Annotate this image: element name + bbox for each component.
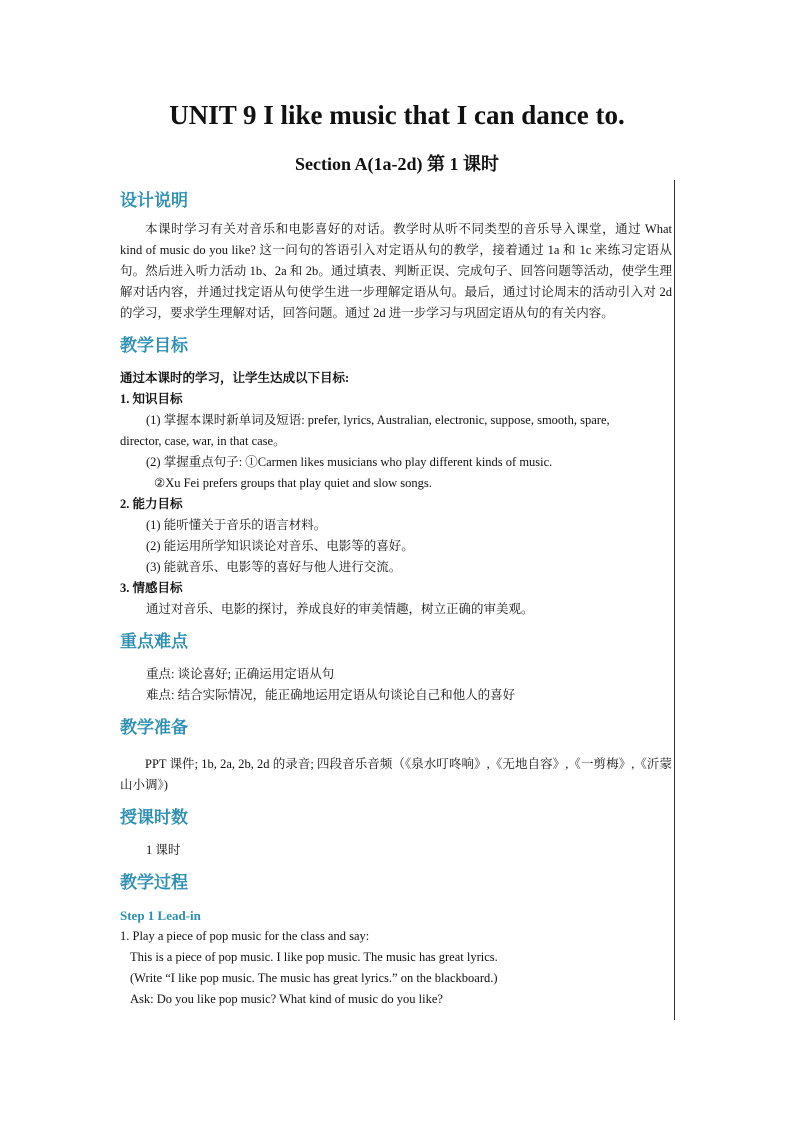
- ability-title: 2. 能力目标: [120, 497, 183, 511]
- ability-item-1: (1) 能听懂关于音乐的语言材料。: [146, 518, 327, 532]
- preparation-text: PPT 课件; 1b, 2a, 2b, 2d 的录音; 四段音乐音频（《泉水叮咚响》,《无地自容》,《一剪梅》,《沂蒙山小调》): [120, 757, 672, 792]
- process-line-3: (Write “I like pop music. The music has great lyrics.” on the blackboard.): [130, 971, 498, 985]
- ability-item-3: (3) 能就音乐、电影等的喜好与他人进行交流。: [146, 560, 402, 574]
- process-heading: 教学过程: [120, 873, 188, 893]
- emotion-title: 3. 情感目标: [120, 581, 183, 595]
- hours-heading: 授课时数: [120, 808, 188, 828]
- page-subtitle: Section A(1a-2d) 第 1 课时: [295, 154, 499, 174]
- knowledge-item-1-cont: director, case, war, in that case。: [120, 434, 286, 448]
- knowledge-item-1: (1) 掌握本课时新单词及短语: prefer, lyrics, Australian, electronic, suppose, smooth, spare,: [146, 413, 610, 427]
- design-text: 本课时学习有关对音乐和电影喜好的对话。教学时从听不同类型的音乐导入课堂，通过 What kind of music do you like? 这一问句的答语引入对定语从句的教学，接着通过 1a 和 1c 来练习定语从句。然后进入听力活动 1b、2a 和 2b。通过填表、判断正误、完成句子、回答问题等活动，使学生理解对话内容，并通过找定语从句使学生进一步理解定语从句。最后，通过讨论周末的活动引入对 2d 的学习，要求学生理解对话，回答问题。通过 2d 进一步学习与巩固定语从句的有关内容。: [120, 222, 672, 320]
- key-difficulty: 难点: 结合实际情况，能正确地运用定语从句谈论自己和他人的喜好: [146, 688, 516, 702]
- ability-item-2: (2) 能运用所学知识谈论对音乐、电影等的喜好。: [146, 539, 414, 553]
- key-focus: 重点: 谈论喜好; 正确运用定语从句: [146, 667, 335, 681]
- margin-rule: [674, 180, 675, 1020]
- knowledge-item-2b: ②Xu Fei prefers groups that play quiet and slow songs.: [154, 476, 432, 490]
- step-1-heading: Step 1 Lead-in: [120, 908, 201, 923]
- process-line-1: 1. Play a piece of pop music for the class and say:: [120, 929, 370, 943]
- process-line-2: This is a piece of pop music. I like pop music. The music has great lyrics.: [130, 950, 498, 964]
- hours-text: 1 课时: [146, 843, 181, 857]
- design-heading: 设计说明: [120, 191, 188, 211]
- goals-heading: 教学目标: [120, 336, 188, 356]
- emotion-item-1: 通过对音乐、电影的探讨，养成良好的审美情趣，树立正确的审美观。: [146, 602, 534, 616]
- knowledge-item-2: (2) 掌握重点句子: ①Carmen likes musicians who play different kinds of music.: [146, 455, 553, 469]
- preparation-heading: 教学准备: [120, 718, 188, 738]
- goals-intro: 通过本课时的学习，让学生达成以下目标:: [120, 371, 350, 385]
- lesson-content: [120, 187, 672, 1010]
- knowledge-title: 1. 知识目标: [120, 392, 183, 406]
- process-line-4: Ask: Do you like pop music? What kind of music do you like?: [130, 992, 443, 1006]
- page-title: UNIT 9 I like music that I can dance to.: [169, 100, 625, 130]
- key-points-heading: 重点难点: [120, 632, 188, 652]
